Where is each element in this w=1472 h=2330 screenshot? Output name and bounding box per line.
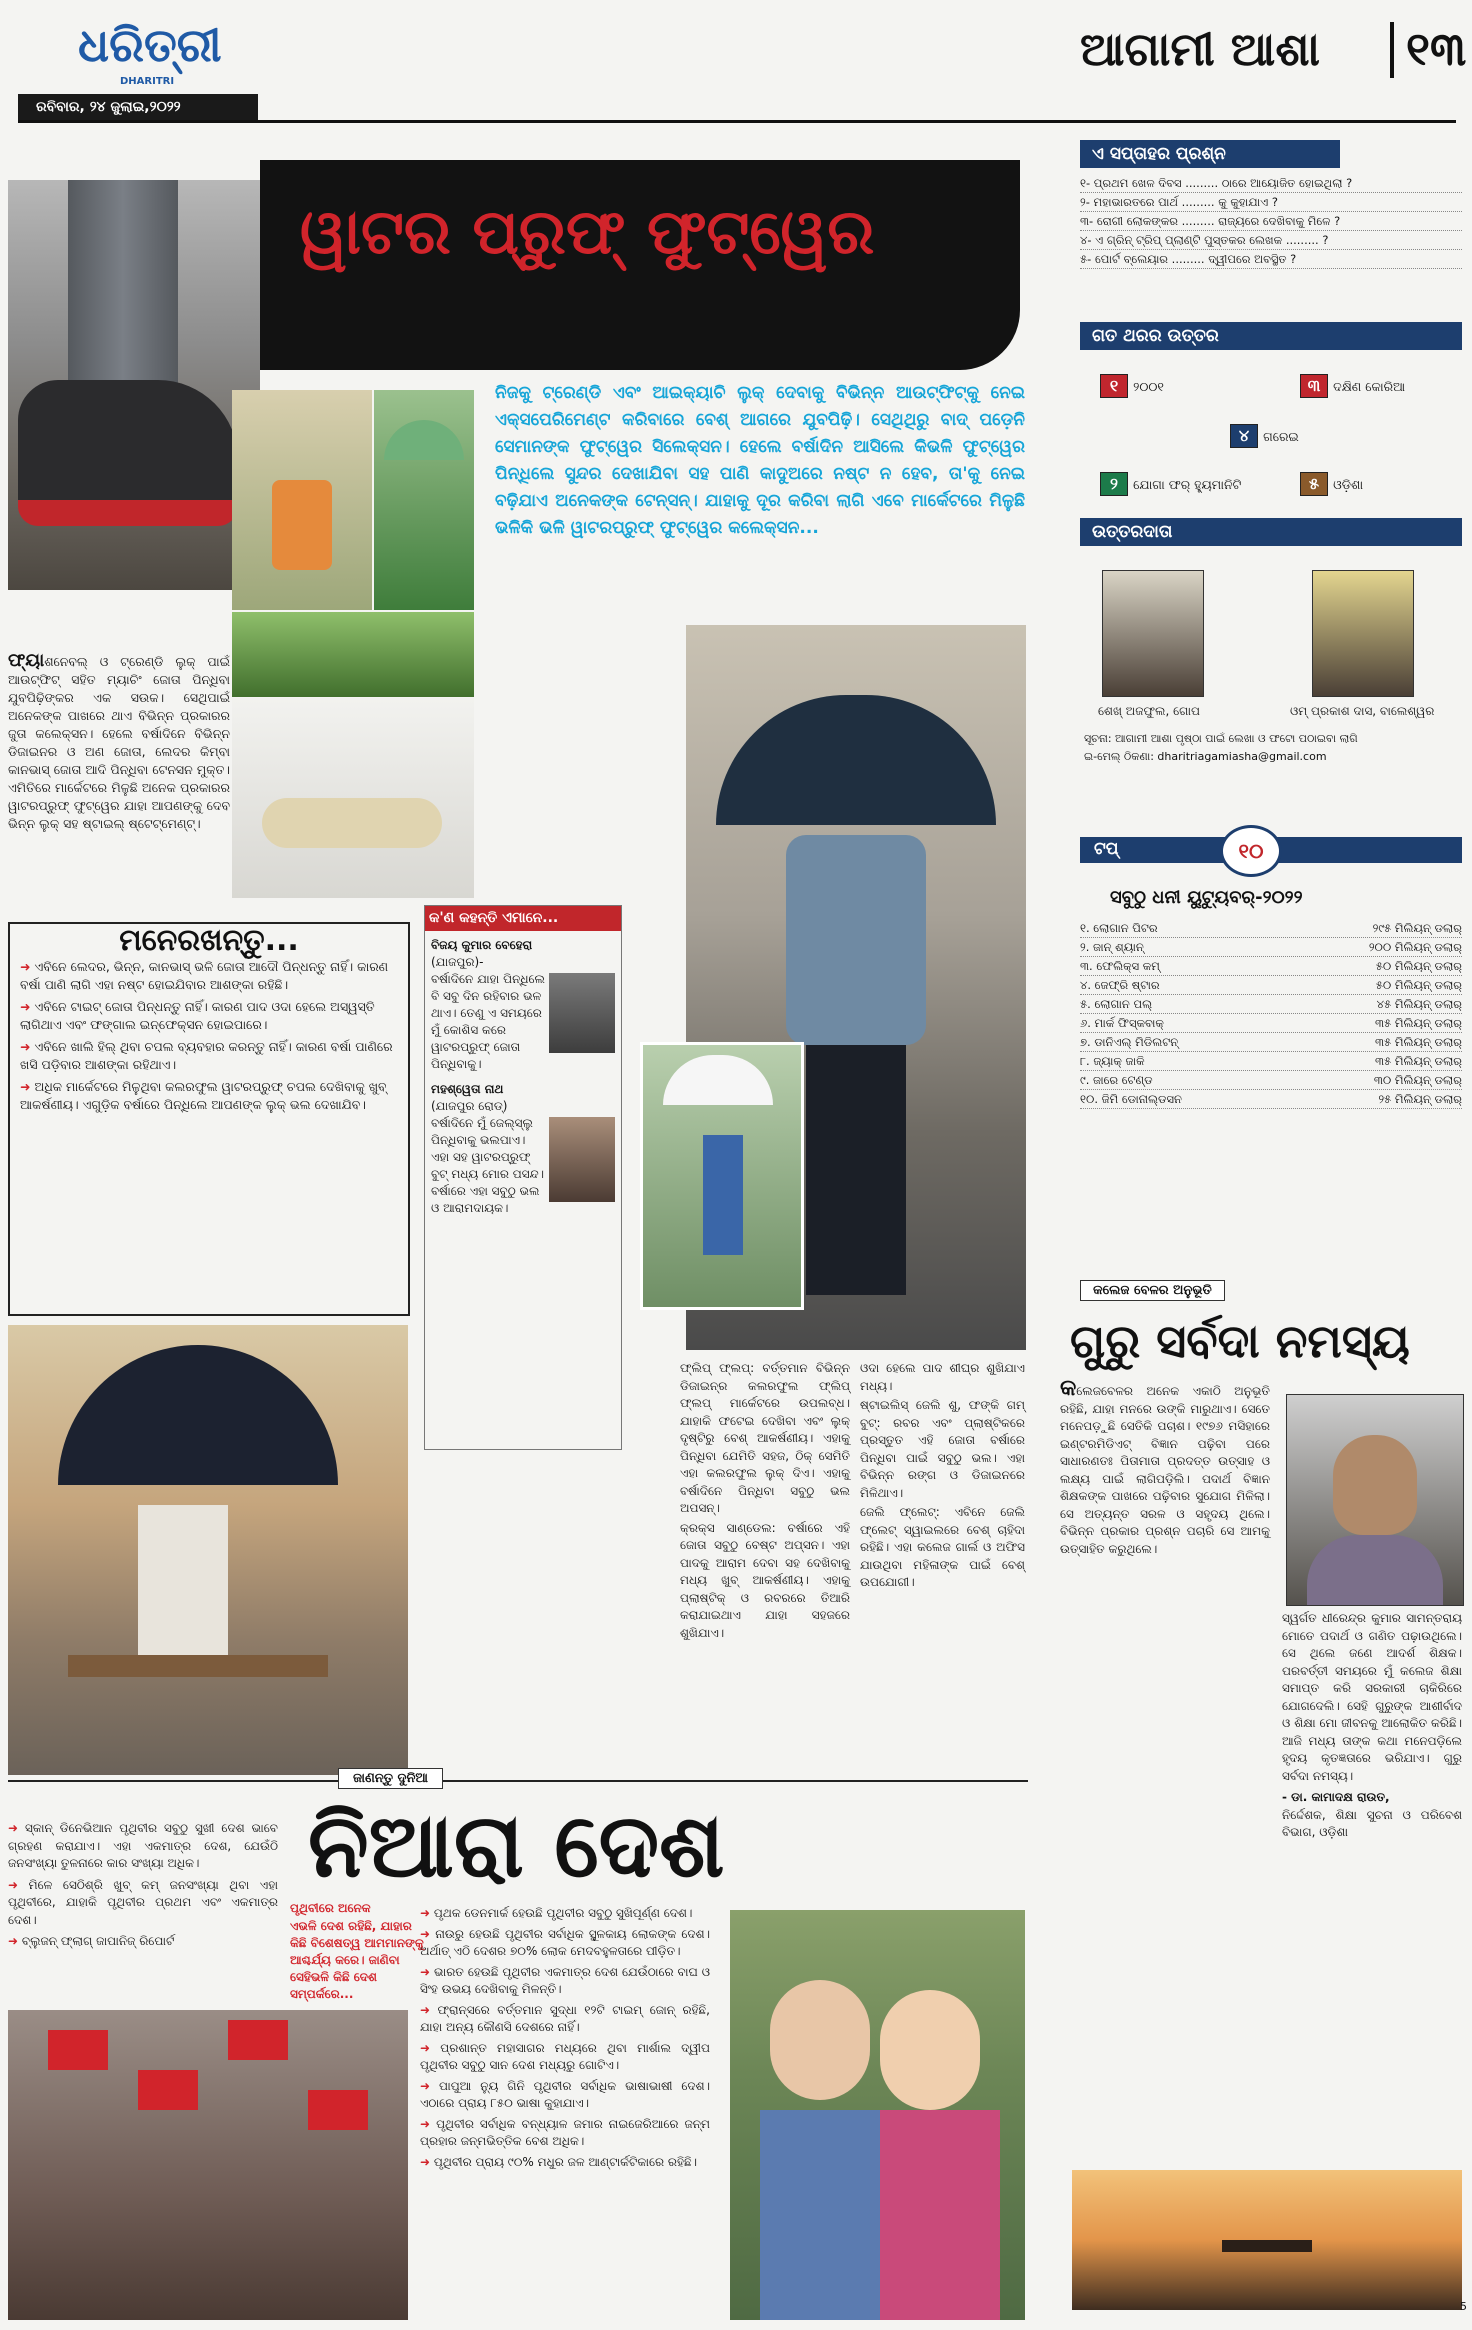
guru-signature: - ଡା. କାମାଦକ୍ଷ ରାଉତ, [1282, 1790, 1390, 1804]
opinion1-place: (ଯାଜପୁର)- [431, 955, 484, 969]
umbrella-field-photo [374, 390, 474, 610]
answer-2: ୨ ଯୋଗା ଫର୍ ହ୍ୟୁମାନିଟି [1100, 472, 1241, 496]
red-shoe-photo [8, 180, 260, 590]
fact-item: ➜ ପୃଥକ ଡେନମାର୍କ ହେଉଛି ପୃଥିବୀର ସବୁଠୁ ସୁଖିପୂର୍ଣ୍ଣ ଦେଶ। [420, 1906, 693, 1920]
tips-box [8, 922, 410, 1316]
answer-3: ୩ ଦକ୍ଷିଣ କୋରିଆ [1300, 374, 1405, 398]
world-facts [420, 1905, 710, 2325]
top10-list [1080, 919, 1462, 1109]
woman-umbrella-photo [640, 1042, 804, 1310]
top10-item: ୬. ମାର୍କ ଫିସ୍କବାକ୍ ୩୫ ମିଲିୟନ୍ ଡଲାର୍ [1080, 1014, 1462, 1033]
opinion2-name: ମହଶ୍ୱେତା ନାଥ [431, 1082, 504, 1096]
green-path-photo [232, 612, 474, 697]
question-item: ୫- ପୋର୍ଟ ବ୍ଲେୟାର ......... ଦ୍ୱୀପରେ ଅବସ୍ଥିତ ? [1080, 250, 1462, 269]
flats-photo [232, 698, 474, 898]
last-answers [1080, 322, 1462, 507]
opinion2-place: (ଯାଜପୁର ରୋଡ୍) [431, 1099, 508, 1113]
question-item: ୪- ଏ ଗ୍ରିନ୍ ଟ୍ରିପ୍ ପ୍ଲାଣ୍ଟି ପୁସ୍ତକର ଲେଖକ ......... ? [1080, 231, 1462, 250]
opinion1-name: ବିଜୟ କୁମାର ବେହେରା [431, 938, 533, 952]
feature-lead [8, 652, 230, 912]
opinion-box [424, 905, 622, 1450]
guru-body-text: ଲେଜବେଳର ଅନେକ ଏକାଠି ଅନୁଭୂତି ରହିଛି, ଯାହା ମନରେ ଉଙ୍କି ମାରୁଥାଏ। ସେତେ ମନେପଡ଼ୁଛି ସେତିକି ପଚାଶ। ୧୯୭୬ ମସିହାରେ ଇଣ୍ଟରମିଡିଏଟ୍ ବିଜ୍ଞାନ ପଢ଼ିବା ପରେ ସାଧାରଣତଃ ପିତାମାତା ପ୍ରଦତ୍ତ ଉତ୍ସାହ ଓ ଲକ୍ଷ୍ୟ ପାଇଁ ଲାଗିପଡ଼ିଲି। ପଦାର୍ଥ ବିଜ୍ଞାନ ଶିକ୍ଷକଙ୍କ ପାଖରେ ପଢ଼ିବାର ସୁଯୋଗ ମିଳିଲା। ସେ ଅତ୍ୟନ୍ତ ସରଳ ଓ ସହୃଦୟ ଥିଲେ। ବିଭିନ୍ନ ପ୍ରକାର ପ୍ରଶ୍ନ ପଚାରି ସେ ଆମକୁ ଉତ୍ସାହିତ କରୁଥିଲେ। [1060, 1384, 1270, 1556]
question-list [1080, 168, 1462, 275]
fact-item: ➜ ପ୍ରଶାନ୍ତ ମହାସାଗର ମଧ୍ୟରେ ଥିବା ମାର୍ଶାଲ ଦ୍ୱୀପ ପୃଥିବୀର ସବୁଠୁ ସାନ ଦେଶ ମଧ୍ୟରୁ ଗୋଟିଏ। [420, 2040, 710, 2072]
top10-item: ୭. ଡାନିଏଲ୍ ମିଡିଲଟନ୍ ୩୫ ମିଲିୟନ୍ ଡଲାର୍ [1080, 1033, 1462, 1052]
this-week-title: ଏ ସପ୍ତାହର ପ୍ରଶ୍ନ [1080, 140, 1340, 168]
winners [1080, 518, 1462, 808]
world-intro-3: ➜ ବ୍ଲୁଜନ୍ ଫ୍ଲାଗ୍ ଜାପାନିଜ୍ ରିପୋର୍ଟ [8, 1934, 175, 1948]
opinion2-text: ବର୍ଷାଦିନେ ମୁଁ ଜେଲ୍‌ସ୍ଲୁ ପିନ୍ଧିବାକୁ ଭଲପାଏ। ଏହା ସହ ୱାଟରପ୍ରୁଫ୍ ବୁଟ୍ ମଧ୍ୟ ମୋର ପସନ୍ଦ। ବର୍ଷାରେ ଏହା ସବୁଠୁ ଭଲ ଓ ଆରାମଦାୟକ। [431, 1116, 545, 1215]
email: ଇ-ମେଲ୍ ଠିକଣା: dharitriagamiasha@gmail.com [1084, 750, 1327, 763]
tip-item: ➜ ଏବିନେ ଖାଲି ହିଲ୍ ଥିବା ଚପଲ ବ୍ୟବହାର କରନ୍ତୁ ନାହିଁ। କାରଣ ବର୍ଷା ପାଣିରେ ଖସି ପଡ଼ିବାର ଆଶଙ୍କା ରହିଥାଏ। [20, 1039, 393, 1072]
feature-body-col1 [680, 1360, 854, 1780]
fact-item: ➜ ନାଉରୁ ହେଉଛି ପୃଥିବୀର ସର୍ବାଧିକ ସ୍ଥୂଳକାୟ ଲୋକଙ୍କ ଦେଶ। ଅର୍ଥାତ୍ ଏଠି ଦେଶର ୭୦% ଲୋକ ମେଦବହୁଳତାରେ ପୀଡ଼ିତ। [420, 1926, 710, 1958]
fact-item: ➜ ଭାରତ ହେଉଛି ପୃଥିବୀର ଏକମାତ୍ର ଦେଶ ଯେଉଁଠାରେ ବାଘ ଓ ସିଂହ ଉଭୟ ଦେଖିବାକୁ ମିଳନ୍ତି। [420, 1964, 710, 1996]
date: ରବିବାର, ୨୪ ଜୁଲାଇ,୨୦୨୨ [36, 99, 181, 115]
world-box-title: ପୃଥିବୀରେ ଅନେକ [290, 1901, 371, 1915]
opinion1-text: ବର୍ଷାଦିନେ ଯାହା ପିନ୍ଧିଲେ ବି ସବୁ ଦିନ ରହିବାର ଭଳ ଥାଏ। ତେଣୁ ଏ ସମୟରେ ମୁଁ କୋଶିସ କରେ ୱାଟରପ୍ରୁଫ୍ ଜୋତା ପିନ୍ଧିବାକୁ। [431, 972, 545, 1071]
tips-title: ମନେରଖନ୍ତୁ... [119, 923, 299, 958]
winner1-name: ଶେଖ୍ ଅଜଫୁଲ, ଗୋପ [1098, 704, 1201, 718]
guru-col2 [1282, 1610, 1462, 1842]
world-box-text: ଏଭଳି ଦେଶ ରହିଛି, ଯାହାର କିଛି ବିଶେଷତ୍ୱ ଆମମାନଙ୍କୁ ଆଶ୍ଚର୍ଯ୍ୟ କରେ। ଜାଣିବା ସେହିଭଳି କିଛି ଦେଶ ସମ୍ପର୍କରେ... [290, 1919, 424, 2001]
opinion-title: କ'ଣ କହନ୍ତି ଏମାନେ... [425, 906, 621, 931]
flip-flop-text: ଫ୍ଲିପ୍ ଫ୍ଲପ୍: ବର୍ତ୍ତମାନ ବିଭିନ୍ନ ଡିଜାଇନ୍‌ର କଲରଫୁଲ ଫ୍ଲିପ୍ ଫ୍ଲପ୍ ମାର୍କେଟରେ ଉପଲବ୍ଧ। ଯାହାକି ଫଟେଇ ଦେଖିବା ଏବଂ ଲୁକ୍ ଦୃଷ୍ଟିରୁ ବେଶ୍ ଆକର୍ଷଣୀୟ। ଏହାକୁ ପିନ୍ଧିବା ଯେମିତି ସହଜ, ଠିକ୍ ସେମିତି ଏହା କଲରଫୁଲ ଲୁକ୍ ଦିଏ। ଏହାକୁ ବର୍ଷାଦିନେ ପିନ୍ଧିବା ସବୁଠୁ ଭଲ ଅପସନ୍। [680, 1361, 854, 1515]
boots-umbrella-photo [232, 390, 372, 610]
fact-item: ➜ ପୃଥିବୀର ସର୍ବାଧିକ ବନ୍ଧ୍ୟାଳ ଜମାର ନାଇଜେରିଆରେ ଜନ୍ମ ପ୍ରହାର ଜନ୍ମଭିତ୍ତିକ ବେଶ ଅଧିକ। [420, 2116, 710, 2148]
crocs-text: କ୍ରକ୍ସ ସାଣ୍ଡେଲ: ବର୍ଷାରେ ଏହି ଜୋତା ସବୁଠୁ ବେଷ୍ଟ ଅପ୍ସନ। ଏହା ପାଦକୁ ଆରାମ ଦେବା ସହ ଦେଖିବାକୁ ମଧ୍ୟ ଖୁବ୍ ଆକର୍ଷଣୀୟ। ଏହାକୁ ପ୍ଲାଷ୍ଟିକ୍ ଓ ରବରରେ ତିଆରି କରାଯାଇଥାଏ ଯାହା ସହଜରେ ଶୁଖିଯାଏ। [680, 1520, 854, 1640]
guru-article [1060, 1280, 1462, 2320]
tip-item: ➜ ଏବିନେ ଲେଦର, ଭିନ୍ନ, କାନଭାସ୍ ଭଳି ଜୋତା ଆଦୌ ପିନ୍ଧନ୍ତୁ ନାହିଁ। କାରଣ ବର୍ଷା ପାଣି ଲାଗି ଏହା ନଷ୍ଟ ହୋଇଯିବାର ଆଶଙ୍କା ରହିଛି। [20, 959, 389, 992]
header-rule [18, 120, 1456, 123]
guru-dropcap: କ [1060, 1376, 1077, 1401]
winners-title: ଉତ୍ତରଦାତା [1080, 518, 1462, 546]
feature-intro-text: ନିଜକୁ ଟ୍ରେଣ୍ଡି ଏବଂ ଆଇକ୍ୟାଚି ଲୁକ୍ ଦେବାକୁ ବିଭିନ୍ନ ଆଉଟ୍‌ଫିଟ୍‌କୁ ନେଇ ଏକ୍ସପେରିମେଣ୍ଟ କରିବାରେ ବେଶ୍ ଆଗରେ ଯୁବପିଢ଼ି। ସେଥିଥିରୁ ବାଦ୍ ପଡ଼େନି ସେମାନଙ୍କ ଫୁଟ୍‌ୱେର ସିଲେକ୍ସନ। ହେଲେ ବର୍ଷାଦିନ ଆସିଲେ କିଭଳି ଫୁଟ୍‌ୱେର ପିନ୍ଧିଲେ ସୁନ୍ଦର ଦେଖାଯିବା ସହ ପାଣି କାଦୁଅରେ ନଷ୍ଟ ନ ହେବ, ତା'କୁ ନେଇ ବଢ଼ିଯାଏ ଅନେକଙ୍କ ଟେନ୍‌ସନ୍। ଯାହାକୁ ଦୂର କରିବା ଲାଗି ଏବେ ମାର୍କେଟରେ ମିଳୁଛି ଭଳିକି ଭଳି ୱାଟରପ୍ରୁଫ୍ ଫୁଟ୍‌ୱେର କଲେକ୍‌ସନ... [495, 383, 1031, 538]
question-item: ୩- ରୋଗୀ ଲୋକଙ୍କର ......... ରାଜ୍ୟରେ ଦେଖିବାକୁ ମିଳେ ? [1080, 212, 1462, 231]
lead-text: ଶନେବଲ୍ ଓ ଟ୍ରେଣ୍ଡି ଲୁକ୍ ପାଇଁ ଆଉଟ୍‌ଫିଟ୍ ସହିତ ମ୍ୟାଚିଂ ଜୋତା ପିନ୍ଧିବା ଯୁବପିଢ଼ିଙ୍କର ଏକ ସଉକ। ସେଥିପାଇଁ ଅନେକଙ୍କ ପାଖରେ ଥାଏ ବିଭିନ୍ନ ପ୍ରକାରର ଜୁତା କଲେକ୍‌ସନ। ହେଲେ ବର୍ଷାଦିନେ ବିଭିନ୍ନ ଡିଜାଇନର ଓ ଅଣ ଜୋତା, ଲେଦର କିମ୍ବା କାନଭାସ୍ ଜୋତା ଆଦି ପିନ୍ଧିବା ଟେନସନ ମୁକ୍ତ। ଏମିତିରେ ମାର୍କେଟରେ ମିଳୁଛି ଅନେକ ପ୍ରକାରର ୱାଟରପ୍ରୁଫ୍ ଫୁଟ୍‌ୱେର ଯାହା ଆପଣଙ୍କୁ ଦେବ ଭିନ୍ନ ଲୁକ୍ ସହ ଷ୍ଟାଇଲ୍ ଷ୍ଟେଟ୍‌ମେଣ୍ଟ୍। [8, 654, 230, 831]
world-title: ନିଆରା ଦେଶ [308, 1794, 725, 1897]
fact-item: ➜ ପୃଥିବୀର ପ୍ରାୟ ୯୦% ମଧୁର ଜଳ ଆଣ୍ଟାର୍କଟିକାରେ ରହିଛି। [420, 2154, 697, 2169]
guru-body [1060, 1376, 1270, 1558]
answer-4: ୪ ଗରେଇ [1230, 424, 1299, 448]
guru-title: ଗୁରୁ ସର୍ବଦା ନମସ୍ୟ [1070, 1314, 1410, 1368]
answer-1: ୧ ୨୦୦୧ [1100, 374, 1164, 398]
question-item: ୨- ମହାଭାରତରେ ପାର୍ଥ ......... କୁ କୁହାଯାଏ ? [1080, 193, 1462, 212]
winner1-photo [1102, 570, 1204, 697]
opinion1-photo [549, 973, 615, 1053]
page-number: ୧୩ [1390, 22, 1466, 78]
top10-title: ସବୁଠୁ ଧନୀ ୟୁଟ୍ୟୁବର୍-୨୦୨୨ [1110, 887, 1303, 908]
top10-item: ୨. ଜାନ୍ ଶ୍ୟାନ୍ ୨୦୦ ମିଲିୟନ୍ ଡଲାର୍ [1080, 938, 1462, 957]
lead-dropcap: ଫ୍ୟା [8, 650, 45, 671]
jelly-flat-text: ଜେଲି ଫ୍ଲେଟ୍: ଏବିନେ ଜେଲି ଫ୍ଲେଟ୍ ସ୍ୱାଇଲରେ ବେଶ୍ ଚାହିଦା ରହିଛି। ଏହା କଲେଜ ଗାର୍ଲ ଓ ଅଫିସ ଯାଉଥିବା ମହିଳାଙ୍କ ପାଇଁ ବେଶ୍ ଉପଯୋଗୀ। [860, 1505, 1029, 1589]
section-title: ଆଗାମୀ ଆଶା [1080, 22, 1321, 76]
world-intro-2: ➜ ମିଳେ ସେଠିଶ୍ରି ଖୁବ୍ କମ୍ ଜନସଂଖ୍ୟା ଥିବା ଏହା ପୃଥିବୀରେ, ଯାହାକି ପୃଥିବୀର ପ୍ରଥମ ଏବଂ ଏକମାତ୍ର ଦେଶ। [8, 1877, 278, 1927]
page-footer: 5 [1460, 2300, 1467, 2313]
flags-crowd-photo [8, 2010, 408, 2320]
sunset-bench-photo [1072, 2170, 1462, 2310]
notice: ସୂଚନା: ଆଗାମୀ ଆଶା ପୃଷ୍ଠା ପାଇଁ ଲେଖା ଓ ଫଟୋ ପଠାଇବା ଲାଗି [1084, 732, 1358, 745]
fact-item: ➜ ପାପୁଆ ନ୍ୟୁ ଗିନି ପୃଥିବୀର ସର୍ବାଧିକ ଭାଷାଭାଷୀ ଦେଶ। ଏଠାରେ ପ୍ରାୟ ୮୫୦ ଭାଷା କୁହାଯାଏ। [420, 2078, 710, 2110]
col2-p1: ଓଦା ହେଲେ ପାଦ ଶୀଘ୍ର ଶୁଖିଯାଏ ମଧ୍ୟ। [860, 1361, 1029, 1393]
feature-title: ୱାଟର ପ୍ରୁଫ୍ ଫୁଟ୍‌ୱେର [300, 195, 875, 268]
top10-item: ୩. ଫେଲିକ୍ସ କମ୍ ୫୦ ମିଲିୟନ୍ ଡଲାର୍ [1080, 957, 1462, 976]
top10-number: ୧୦ [1220, 825, 1282, 877]
logo-subtitle: DHARITRI [120, 76, 175, 87]
question-item: ୧- ପ୍ରଥମ ଖେଳ ଦିବସ ......... ଠାରେ ଆୟୋଜିତ ହୋଇଥିଲା ? [1080, 174, 1462, 193]
winner2-name: ଓମ୍ ପ୍ରକାଶ ଦାସ, ବାଲେଶ୍ୱର [1290, 704, 1435, 718]
top10-item: ୪. ଜେଫ୍ରି ଷ୍ଟାର ୫୦ ମିଲିୟନ୍ ଡଲାର୍ [1080, 976, 1462, 995]
logo: ଧରିତ୍ରୀ [78, 18, 222, 72]
top10-label: ଟପ୍ [1094, 839, 1119, 859]
guru-signature2: ନିର୍ଦ୍ଦେଶକ, ଶିକ୍ଷା ସୁଚନା ଓ ପରିବେଶ ବିଭାଗ, ଓଡ଼ିଶା [1282, 1807, 1462, 1839]
world-kicker: ଜାଣନ୍ତୁ ଦୁନିଆ [338, 1768, 443, 1789]
top10-item: ୫. ଲୋଗାନ ପଲ୍ ୪୫ ମିଲିୟନ୍ ଡଲାର୍ [1080, 995, 1462, 1014]
answer-5: ୫ ଓଡ଼ିଶା [1300, 472, 1363, 496]
top10-item: ୮. ଜ୍ୟାକ୍ ଜାକି ୩୫ ମିଲିୟନ୍ ଡଲାର୍ [1080, 1052, 1462, 1071]
feature-body-col2 [860, 1360, 1029, 1780]
opinion2-photo [549, 1117, 615, 1202]
man-bench-photo [8, 1325, 408, 1775]
top10-item: ୧୦. ଜିମି ଡୋନାଲ୍ଡସନ ୨୫ ମିଲିୟନ୍ ଡଲାର୍ [1080, 1090, 1462, 1109]
last-answer-title: ଗତ ଥରର ଉତ୍ତର [1080, 322, 1462, 350]
guru-col2-text: ସ୍ୱର୍ଗତ ଧୀରେନ୍ଦ୍ର କୁମାର ସାମନ୍ତରାୟ ମୋତେ ପଦାର୍ଥ ଓ ଗଣିତ ପଢ଼ାଉଥିଲେ। ସେ ଥିଲେ ଜଣେ ଆଦର୍ଶ ଶିକ୍ଷକ। ପରବର୍ତ୍ତୀ ସମୟରେ ମୁଁ କଲେଜ ଶିକ୍ଷା ସମାପ୍ତ କରି ସରକାରୀ ଚାକିରିରେ ଯୋଗଦେଲି। ସେହି ଗୁରୁଙ୍କ ଆଶୀର୍ବାଦ ଓ ଶିକ୍ଷା ମୋ ଜୀବନକୁ ଆଲୋକିତ କରିଛି। ଆଜି ମଧ୍ୟ ତାଙ୍କ କଥା ମନେପଡ଼ିଲେ ହୃଦୟ କୃତଜ୍ଞତାରେ ଭରିଯାଏ। ଗୁରୁ ସର୍ବଦା ନମସ୍ୟ। [1282, 1611, 1462, 1783]
jelly-shoes-text: ଷ୍ଟାଇଲିସ୍ ଜେଲି ଶୁ, ଫଙ୍କି ଗମ୍ ବୁଟ୍: ରବର ଏବଂ ପ୍ଲାଷ୍ଟିକରେ ପ୍ରସ୍ତୁତ ଏହି ଜୋତା ବର୍ଷାରେ ପିନ୍ଧିବା ପାଇଁ ସବୁଠୁ ଭଲ। ଏହା ବିଭିନ୍ନ ରଙ୍ଗ ଓ ଡିଜାଇନରେ ମିଳିଥାଏ। [860, 1398, 1029, 1500]
this-week-questions [1080, 140, 1462, 310]
top10-item: ୧. ଲୋଗାନ ପିଟର ୨୯୫ ମିଲିୟନ୍ ଡଲାର୍ [1080, 919, 1462, 938]
top10-box [1080, 815, 1462, 1270]
guru-kicker: କଲେଜ ବେଳର ଅନୁଭୂତି [1080, 1280, 1225, 1301]
masthead [0, 0, 1472, 140]
world-intro-1: ➜ ସ୍କାନ୍ ଡିନେଭିଆନ ପୃଥିବୀର ସବୁଠୁ ସୁଖୀ ଦେଶ ଭାବେ ଗ୍ରହଣ କରାଯାଏ। ଏହା ଏକମାତ୍ର ଦେଶ, ଯେଉଁଠି ଜନସଂଖ୍ୟା ତୁଳନାରେ କାର ସଂଖ୍ୟା ଅଧିକ। [8, 1821, 278, 1870]
two-girls-photo [730, 1910, 1025, 2320]
feature-intro [495, 380, 1031, 600]
top10-item: ୯. ଜାରେ ଟେଣ୍ଡ ୩୦ ମିଲିୟନ୍ ଡଲାର୍ [1080, 1071, 1462, 1090]
fact-item: ➜ ଫ୍ରାନ୍ସରେ ବର୍ତ୍ତମାନ ସୁଦ୍ଧା ୧୨ଟି ଟାଇମ୍ ଜୋନ୍ ରହିଛି, ଯାହା ଅନ୍ୟ କୌଣସି ଦେଶରେ ନାହିଁ। [420, 2002, 710, 2034]
tip-item: ➜ ଏବିନେ ଟାଇଟ୍ ଜୋତା ପିନ୍ଧନ୍ତୁ ନାହିଁ। କାରଣ ପାଦ ଓଦା ହେଲେ ଅସ୍ୱସ୍ତି ଲାଗିଥାଏ ଏବଂ ଫଙ୍ଗାଲ ଇନ୍‌ଫେକ୍‌ସନ ହୋଇପାରେ। [20, 999, 375, 1032]
tip-item: ➜ ଅଧିକ ମାର୍କେଟରେ ମିଳୁଥିବା କଲରଫୁଲ ୱାଟରପ୍ରୁଫ୍ ଚପଲ ଦେଖିବାକୁ ଖୁବ୍ ଆକର୍ଷଣୀୟ। ଏଗୁଡ଼ିକ ବର୍ଷାରେ ପିନ୍ଧିଲେ ଆପଣଙ୍କ ଲୁକ୍ ଭଲ ଦେଖାଯିବ। [20, 1079, 387, 1112]
winner2-photo [1312, 570, 1414, 697]
author-photo [1286, 1394, 1464, 1606]
